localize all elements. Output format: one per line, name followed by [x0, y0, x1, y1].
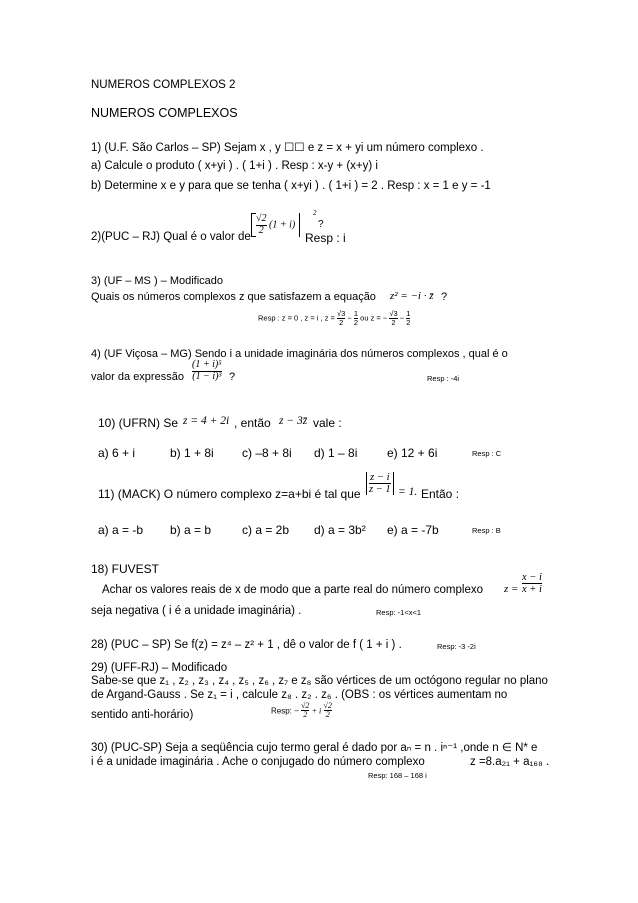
q2-fraction-num: √2 [256, 213, 267, 224]
q11-option-a: a) a = -b [98, 523, 144, 537]
q18-z: z = [504, 583, 519, 595]
q10-resp: Resp : C [472, 449, 502, 458]
q29-f2-den: 2 [324, 710, 332, 719]
q4-line2: valor da expressão [91, 371, 184, 383]
q3-ou: ou z = − [360, 313, 388, 323]
q10-option-a: a) 6 + i [98, 446, 136, 460]
q10-expr: z − 3z̄ [279, 415, 308, 427]
q3-f1-den: 2 [337, 318, 345, 327]
q18-resp: Resp: -1<x<1 [376, 608, 422, 617]
q11-option-c: c) a = 2b [242, 523, 290, 537]
q18-line2: seja negativa ( i é a unidade imaginária) . [91, 605, 302, 617]
q18-num: x − i [522, 572, 542, 583]
q2-paren: (1 + i) [269, 219, 296, 231]
q29-line3: de Argand-Gauss . Se z₁ = i , calcule z₈ . z₂ . z₆ . (OBS : os vértices aumentam no [91, 689, 508, 701]
q2-expression [251, 213, 300, 237]
q29-resp [271, 702, 332, 720]
q2-text: 2)(PUC – RJ) Qual é o valor de [91, 231, 251, 243]
doc-subtitle: NUMEROS COMPLEXOS [91, 106, 238, 120]
q18-line1: Achar os valores reais de x de modo que a parte real do número complexo [102, 584, 483, 596]
q29-resp-label: Resp: − [271, 706, 299, 716]
q4-line1: 4) (UF Viçosa – MG) Sendo i a unidade imaginária dos números complexos , qual é o [91, 348, 508, 360]
q29-line1: 29) (UFF-RJ) – Modificado [91, 662, 228, 674]
q28-resp: Resp: -3 -2i [437, 642, 476, 651]
q11-num: z − i [370, 472, 390, 483]
q3-f2-num: 1 [353, 309, 359, 318]
q30-line1: 30) (PUC-SP) Seja a seqüência cujo termo geral é dado por aₙ = n . iⁿ⁻¹ ,onde n ∈ N* e [91, 742, 538, 754]
q29-f1-num: √2 [301, 701, 310, 710]
q29-f2-num: √2 [323, 701, 332, 710]
q11-option-b: b) a = b [170, 523, 212, 537]
q11-option-e: e) a = -7b [387, 523, 439, 537]
q10-end: vale : [313, 416, 342, 430]
q3-line2: Quais os números complexos z que satisfazem a equação [91, 291, 376, 303]
q3-f4-den: 2 [406, 317, 411, 327]
q1-line1: 1) (U.F. São Carlos – SP) Sejam x , y ☐☐ e z = x + yi um número complexo . [91, 142, 484, 154]
q28-text: 28) (PUC – SP) Se f(z) = z⁴ – z² + 1 , dê o valor de f ( 1 + i ) . [91, 639, 402, 651]
q30-line2: i é a unidade imaginária . Ache o conjugado do número complexo [91, 756, 425, 768]
q3-f4-num: 1 [406, 309, 411, 318]
q10-z: z = 4 + 2i [183, 415, 230, 427]
q3-minus1: − [347, 313, 352, 323]
q18-den: x + i [522, 584, 542, 596]
q3-f1-num: √3 [337, 309, 346, 318]
q4-resp: Resp : -4i [427, 374, 460, 383]
q3-line1: 3) (UF – MS ) – Modificado [91, 275, 224, 287]
q3-f2-den: 2 [353, 317, 359, 327]
q29-line2: Sabe-se que z₁ , z₂ , z₃ , z₄ , z₅ , z₆ , z₇ e z₈ são vértices de um octógono regular no plano [91, 675, 548, 687]
q3-resp [258, 310, 410, 327]
q30-resp: Resp: 168 – 168 i [368, 771, 427, 780]
q3-f3-num: √3 [389, 309, 398, 318]
q2-exponent: 2 [313, 209, 317, 217]
q3-resp-text: Resp : z = 0 , z = i , z = [258, 313, 335, 323]
q2-resp: Resp : i [305, 231, 346, 245]
q29-line4: sentido anti-horário) [91, 709, 194, 721]
q2-fraction [256, 214, 267, 236]
q4-fraction [192, 360, 222, 382]
q4-qmark: ? [229, 371, 236, 383]
q11-den: z − 1 [369, 484, 391, 496]
q29-plus-i: + i [311, 706, 322, 716]
q1-line2: a) Calcule o produto ( x+yi ) . ( 1+i ) . Resp : x-y + (x+y) i [91, 160, 378, 172]
q11-resp: Resp : B [472, 526, 501, 535]
q4-num: (1 + i)⁵ [192, 359, 222, 370]
q18-title: 18) FUVEST [91, 562, 160, 576]
q2-qmark: ? [318, 219, 324, 230]
q10-option-e: e) 12 + 6i [387, 446, 438, 460]
q11-text: 11) (MACK) O número complexo z=a+bi é tal que [98, 487, 361, 501]
q3-equation: z² = −i · z̄ [390, 290, 434, 302]
q1-line3: b) Determine x e y para que se tenha ( x+yi ) . ( 1+i ) = 2 . Resp : x = 1 e y = -1 [91, 180, 491, 192]
q10-mid: , então [234, 416, 271, 430]
q10-text: 10) (UFRN) Se [98, 416, 179, 430]
q3-f3-den: 2 [389, 318, 397, 327]
q11-abs-fraction [366, 472, 394, 495]
q10-option-d: d) 1 – 8i [314, 446, 358, 460]
q11-end: Então : [421, 487, 460, 501]
q11-option-d: d) a = 3b² [314, 523, 366, 537]
q2-fraction-den: 2 [256, 225, 267, 237]
q3-qmark: ? [441, 291, 448, 303]
q30-z: z =8.a₂₁ + a₁₆₈ . [470, 756, 550, 768]
q10-option-c: c) –8 + 8i [242, 446, 292, 460]
q29-f1-den: 2 [301, 710, 309, 719]
q18-fraction [522, 572, 542, 595]
q4-den: (1 − i)³ [192, 370, 222, 382]
q10-option-b: b) 1 + 8i [170, 446, 214, 460]
q3-minus2: − [399, 313, 405, 323]
doc-title: NUMEROS COMPLEXOS 2 [91, 79, 236, 91]
q11-eq: = 1. [398, 486, 418, 498]
